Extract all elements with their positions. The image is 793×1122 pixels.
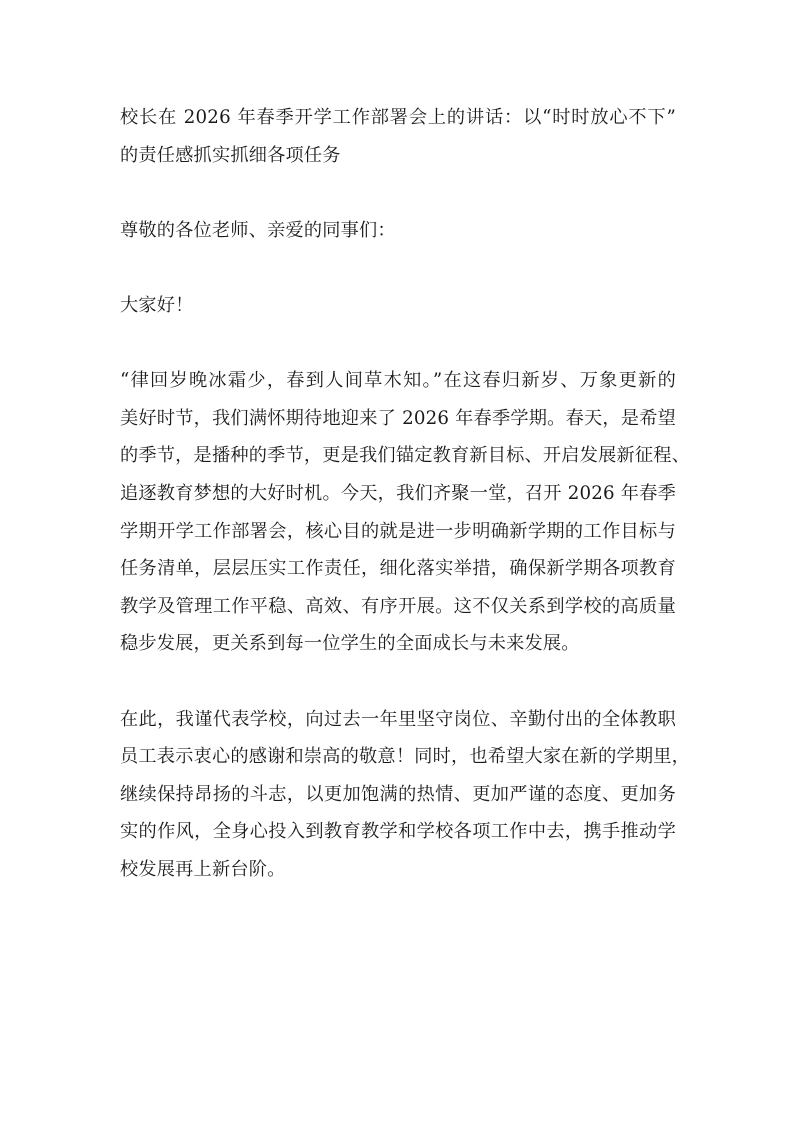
- paragraph-line: 教学及管理工作平稳、高效、有序开展。这不仅关系到学校的高质量: [120, 595, 676, 617]
- paragraph-line: 实的作风，全身心投入到教育教学和学校各项工作中去，携手推动学: [120, 821, 676, 843]
- paragraph-line: 校发展再上新台阶。: [120, 858, 286, 880]
- spacer: [120, 663, 676, 701]
- paragraph-opening: [120, 362, 691, 663]
- title-line: 校长在 2026 年春季开学工作部署会上的讲话：以“时时放心不下”: [120, 107, 676, 128]
- paragraph-gratitude: [120, 701, 691, 889]
- paragraph-line: 任务清单，层层压实工作责任，细化落实举措，确保新学期各项教育: [120, 558, 676, 580]
- salutation-text: 尊敬的各位老师、亲爱的同事们：: [120, 219, 396, 241]
- salutation: [120, 212, 676, 250]
- greeting: [120, 287, 676, 325]
- paragraph-line: 的季节，是播种的季节，更是我们锚定教育新目标、开启发展新征程、: [120, 445, 691, 467]
- paragraph-line: 追逐教育梦想的大好时机。今天，我们齐聚一堂，召开 2026 年春季: [120, 482, 676, 504]
- title-line: 的责任感抓实抓细各项任务: [120, 144, 341, 166]
- paragraph-line: 美好时节，我们满怀期待地迎来了 2026 年春季学期。春天，是希望: [120, 407, 676, 429]
- paragraph-line: 在此，我谨代表学校，向过去一年里坚守岗位、辛勤付出的全体教职: [120, 708, 676, 730]
- paragraph-line: “律回岁晚冰霜少，春到人间草木知。”在这春归新岁、万象更新的: [120, 370, 676, 392]
- paragraph-line: 学期开学工作部署会，核心目的就是进一步明确新学期的工作目标与: [120, 520, 676, 542]
- paragraph-line: 员工表示衷心的感谢和崇高的敬意！同时，也希望大家在新的学期里，: [120, 746, 691, 768]
- greeting-text: 大家好！: [120, 294, 194, 316]
- document-body: [120, 99, 691, 888]
- spacer: [120, 249, 676, 287]
- document-title: [120, 99, 676, 174]
- spacer: [120, 325, 676, 363]
- paragraph-line: 继续保持昂扬的斗志，以更加饱满的热情、更加严谨的态度、更加务: [120, 783, 676, 805]
- paragraph-line: 稳步发展，更关系到每一位学生的全面成长与未来发展。: [120, 633, 580, 655]
- spacer: [120, 174, 676, 212]
